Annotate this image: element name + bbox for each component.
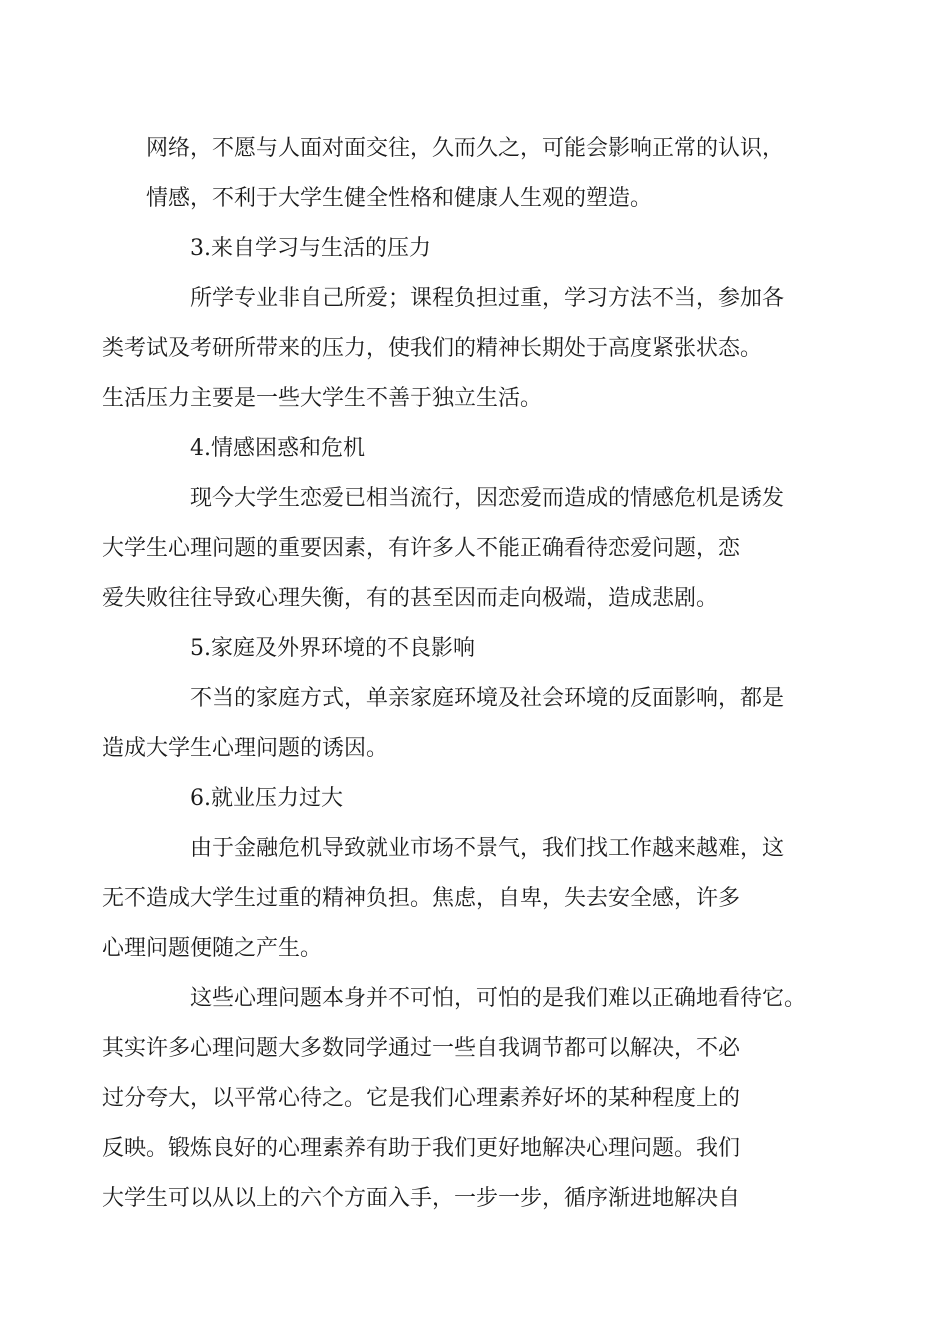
section-heading	[146, 424, 808, 474]
text-line: 类考试及考研所带来的压力，使我们的精神长期处于高度紧张状态。	[102, 336, 763, 361]
section-heading	[146, 624, 808, 674]
text-line: 爱失败往往导致心理失衡，有的甚至因而走向极端，造成悲剧。	[102, 586, 719, 611]
text-line: 心理问题便随之产生。	[102, 936, 323, 961]
section-heading	[146, 774, 808, 824]
text-line: 不当的家庭方式，单亲家庭环境及社会环境的反面影响，都是	[190, 686, 785, 711]
text-line: 过分夸大，以平常心待之。它是我们心理素养好坏的某种程度上的	[102, 1086, 741, 1111]
text-line: 反映。锻炼良好的心理素养有助于我们更好地解决心理问题。我们	[102, 1136, 741, 1161]
text-line: 由于金融危机导致就业市场不景气，我们找工作越来越难，这	[190, 836, 785, 861]
text-line: 无不造成大学生过重的精神负担。焦虑，自卑，失去安全感，许多	[102, 886, 741, 911]
section-heading	[146, 224, 808, 274]
body-paragraph	[102, 674, 808, 774]
text-line: 现今大学生恋爱已相当流行，因恋爱而造成的情感危机是诱发	[190, 486, 785, 511]
text-line: 4.情感困惑和危机	[190, 436, 365, 461]
text-line: 其实许多心理问题大多数同学通过一些自我调节都可以解决，不必	[102, 1036, 741, 1061]
text-line: 6.就业压力过大	[190, 786, 343, 811]
text-line: 这些心理问题本身并不可怕，可怕的是我们难以正确地看待它。	[190, 986, 807, 1011]
text-line: 大学生可以从以上的六个方面入手，一步一步，循序渐进地解决自	[102, 1186, 741, 1211]
body-paragraph	[102, 824, 808, 974]
text-line: 生活压力主要是一些大学生不善于独立生活。	[102, 386, 543, 411]
text-line: 大学生心理问题的重要因素，有许多人不能正确看待恋爱问题，恋	[102, 536, 741, 561]
text-line: 所学专业非自己所爱；课程负担过重，学习方法不当，参加各	[190, 286, 785, 311]
text-line: 3.来自学习与生活的压力	[190, 236, 431, 261]
text-line: 情感，不利于大学生健全性格和健康人生观的塑造。	[146, 186, 653, 211]
body-paragraph	[102, 474, 808, 624]
document-body	[102, 124, 808, 1224]
text-line: 5.家庭及外界环境的不良影响	[190, 636, 475, 661]
body-paragraph	[102, 974, 808, 1224]
body-paragraph	[146, 124, 808, 224]
body-paragraph	[102, 274, 808, 424]
text-line: 网络，不愿与人面对面交往，久而久之，可能会影响正常的认识，	[146, 136, 785, 161]
text-line: 造成大学生心理问题的诱因。	[102, 736, 389, 761]
